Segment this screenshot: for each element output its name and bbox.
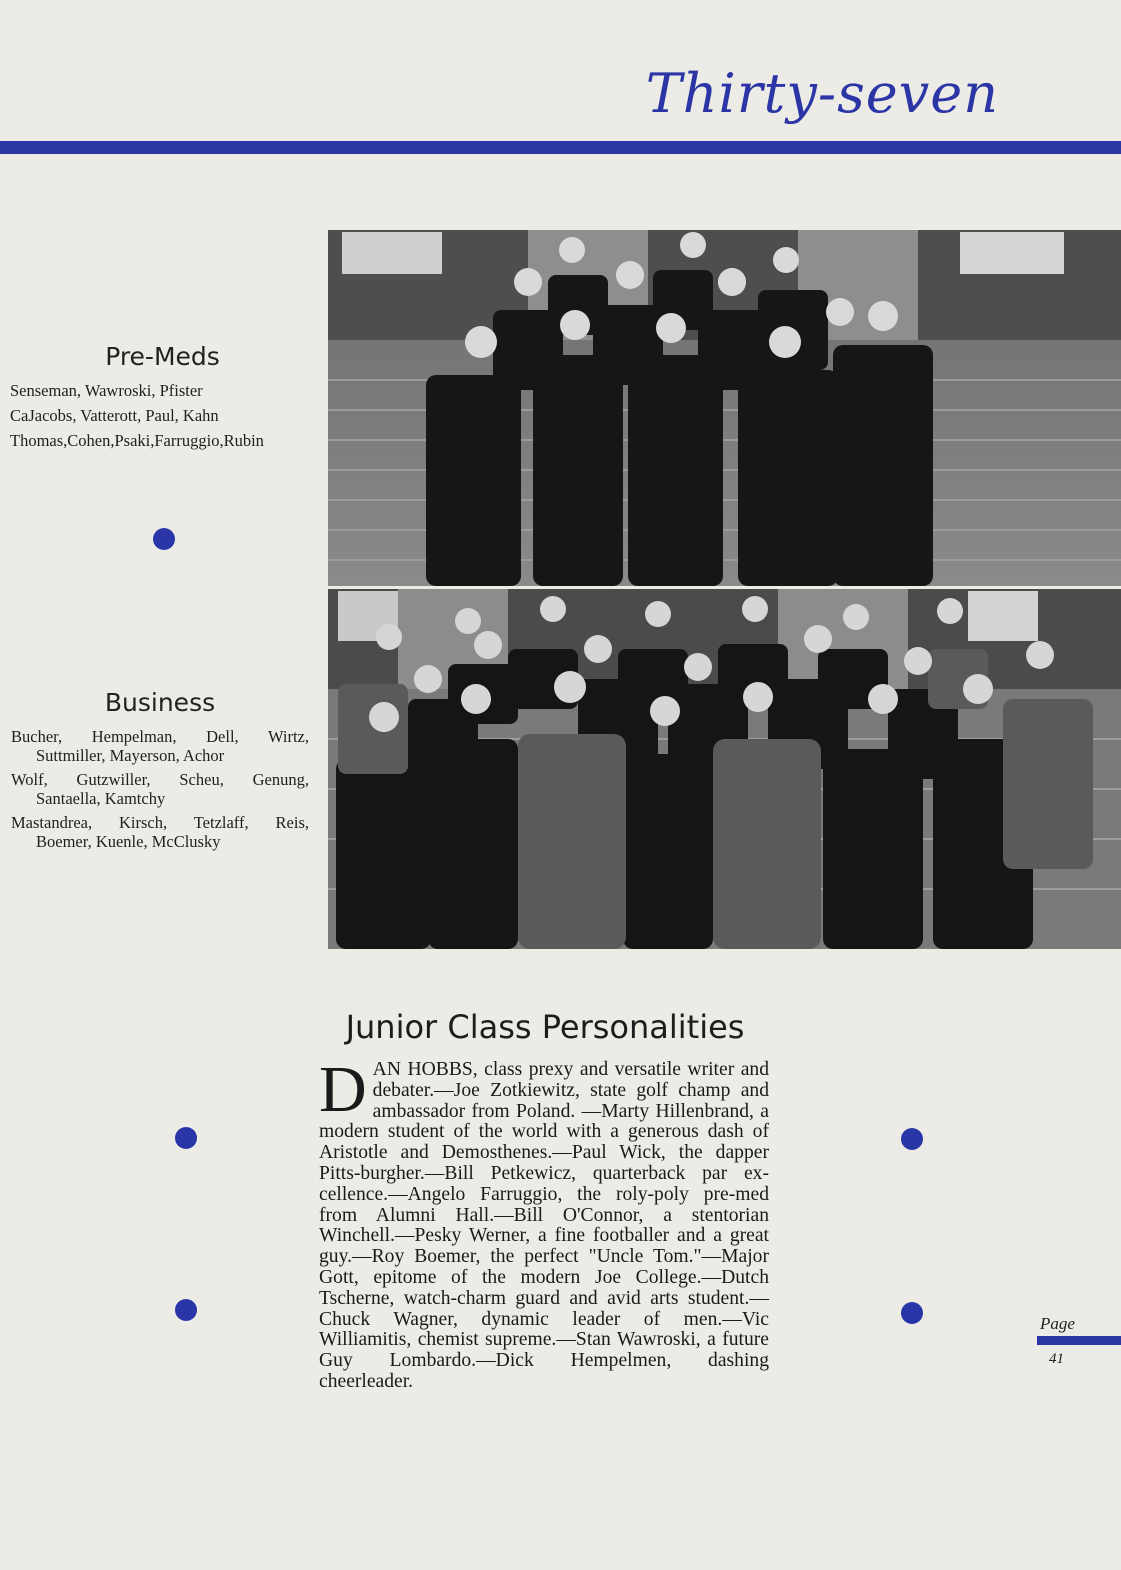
business-names xyxy=(11,727,309,851)
business-group xyxy=(11,770,309,808)
page-label: Page xyxy=(1040,1314,1075,1333)
business-line: Bucher, Hempelman, Dell, Wirtz, xyxy=(11,727,309,746)
business-line: Wolf, Gutzwiller, Scheu, Genung, xyxy=(11,770,309,789)
business-line: Santaella, Kamtchy xyxy=(36,789,166,808)
premeds-heading: Pre-Meds xyxy=(105,342,220,371)
bullet-dot xyxy=(901,1302,923,1324)
premeds-line: CaJacobs, Vatterott, Paul, Kahn xyxy=(10,406,219,425)
premeds-line: Senseman, Wawroski, Pfister xyxy=(10,381,203,400)
business-heading: Business xyxy=(104,688,216,717)
business-group-photo xyxy=(328,589,1121,949)
premeds-caption xyxy=(10,342,315,454)
business-line: Boemer, Kuenle, McClusky xyxy=(36,832,221,851)
bullet-dot xyxy=(153,528,175,550)
business-line: Suttmiller, Mayerson, Achor xyxy=(36,746,225,765)
article-body xyxy=(319,1053,769,1393)
premeds-group-photo xyxy=(328,230,1121,586)
page-rule xyxy=(1037,1336,1121,1345)
page-number: 41 xyxy=(1049,1351,1064,1367)
drop-cap: D xyxy=(319,1053,367,1126)
article-text: AN HOBBS, class prexy and versatile writer and debater.—Joe Zotkiewitz, state golf champ and ambassador from Poland. —Marty Hillenbrand, a modern student of the world with a generous dash of Aristotle and Demosthenes.—Paul Wick, the dapper Pitts-burgher.—Bill Petkewicz, quarterback par ex-cellence.—Angelo Farruggio, the roly-poly pre-med from Alumni Hall.—Bill O'Connor, a stentorian Winchell.—Pesky Werner, a fine footballer and a great guy.—Roy Boemer, the perfect "Uncle Tom."—Major Gott, epitome of the modern Joe College.—Dutch Tscherne, watch-charm guard and avid arts student.—Chuck Wagner, dynamic leader of men.—Vic Williamitis, chemist supreme.—Stan Wawroski, a future Guy Lombardo.—Dick Hempelmen, dashing cheerleader. xyxy=(319,1059,769,1392)
business-line: Mastandrea, Kirsch, Tetzlaff, Reis, xyxy=(11,813,309,832)
business-group xyxy=(11,727,309,765)
premeds-line: Thomas,Cohen,Psaki,Farruggio,Rubin xyxy=(10,431,264,450)
business-group xyxy=(11,813,309,851)
bullet-dot xyxy=(175,1127,197,1149)
premeds-photo-illustration xyxy=(328,230,1121,586)
premeds-names xyxy=(10,381,315,450)
bullet-dot xyxy=(175,1299,197,1321)
article-title: Junior Class Personalities xyxy=(345,1008,745,1046)
header-rule xyxy=(0,141,1121,154)
page-header-title: Thirty-seven xyxy=(645,62,999,125)
business-caption xyxy=(11,688,309,855)
business-photo-illustration xyxy=(328,589,1121,949)
bullet-dot xyxy=(901,1128,923,1150)
